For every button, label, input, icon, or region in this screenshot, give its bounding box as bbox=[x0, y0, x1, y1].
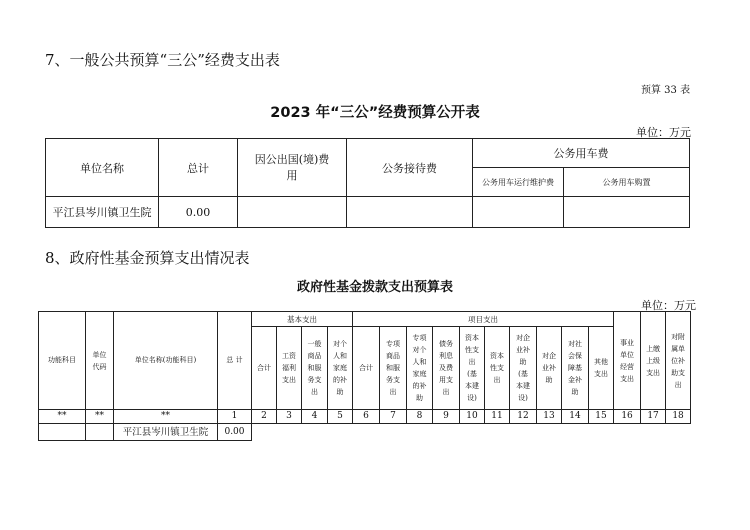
header-func: 功能科目 bbox=[39, 312, 86, 410]
header-public-unit: 事业单位经营支出 bbox=[614, 312, 641, 410]
cell-func bbox=[39, 424, 86, 441]
index-cell: 4 bbox=[302, 410, 328, 424]
header-proj-goods: 专项商品和服务支出 bbox=[380, 327, 407, 410]
header-goods: 一般商品和服务支出 bbox=[302, 327, 328, 410]
government-fund-table bbox=[38, 311, 691, 441]
index-cell: 7 bbox=[380, 410, 407, 424]
cell-vehicle-buy bbox=[564, 197, 690, 228]
index-cell: 14 bbox=[562, 410, 589, 424]
header-subsidiary: 对附属单位补助支出 bbox=[666, 312, 691, 410]
header-basic: 基本支出 bbox=[252, 312, 353, 327]
header-abroad: 因公出国(境)费用 bbox=[238, 139, 347, 197]
index-cell: 16 bbox=[614, 410, 641, 424]
cell-abroad bbox=[238, 197, 347, 228]
header-debt: 债务利息及费用支出 bbox=[433, 327, 460, 410]
header-capital: 资本性支出 bbox=[485, 327, 510, 410]
section7-table-title: 2023 年“三公”经费预算公开表 bbox=[270, 105, 480, 121]
header-other: 其他支出 bbox=[589, 327, 614, 410]
index-cell: ** bbox=[39, 410, 86, 424]
section8-table-title: 政府性基金拨款支出预算表 bbox=[296, 280, 453, 295]
section7-unit: 单位：万元 bbox=[636, 126, 691, 139]
header-wage: 工资福利支出 bbox=[277, 327, 302, 410]
header-reception: 公务接待费 bbox=[347, 139, 473, 197]
header-higher: 上缴上级支出 bbox=[641, 312, 666, 410]
cell-reception bbox=[347, 197, 473, 228]
index-cell: 1 bbox=[218, 410, 252, 424]
index-cell: 13 bbox=[537, 410, 562, 424]
index-cell: ** bbox=[114, 410, 218, 424]
index-row bbox=[39, 410, 691, 424]
cell-total: 0.00 bbox=[218, 424, 252, 441]
cell-unit-name: 平江县岑川镇卫生院 bbox=[46, 197, 159, 228]
index-cell: 17 bbox=[641, 410, 666, 424]
index-cell: 5 bbox=[328, 410, 353, 424]
header-vehicle: 公务用车费 bbox=[473, 139, 690, 168]
table-row bbox=[39, 424, 691, 441]
header-total: 总计 bbox=[159, 139, 238, 197]
cell-code bbox=[86, 424, 114, 441]
index-cell: 3 bbox=[277, 410, 302, 424]
index-cell: 15 bbox=[589, 410, 614, 424]
cell-total: 0.00 bbox=[159, 197, 238, 228]
header-total: 总 计 bbox=[218, 312, 252, 410]
index-cell: 8 bbox=[407, 410, 433, 424]
index-cell: 9 bbox=[433, 410, 460, 424]
index-cell: 10 bbox=[460, 410, 485, 424]
index-cell: ** bbox=[86, 410, 114, 424]
section7-heading: 7、一般公共预算“三公”经费支出表 bbox=[45, 51, 280, 69]
header-vehicle-buy: 公务用车购置 bbox=[564, 168, 690, 197]
header-enterprise-basic: 对企业补助(基本建设) bbox=[510, 327, 537, 410]
header-basic-sum: 合计 bbox=[252, 327, 277, 410]
header-capital-basic: 资本性支出(基本建设) bbox=[460, 327, 485, 410]
index-cell: 11 bbox=[485, 410, 510, 424]
index-cell: 2 bbox=[252, 410, 277, 424]
section8-heading: 8、政府性基金预算支出情况表 bbox=[45, 249, 250, 267]
header-name: 单位名称(功能科目) bbox=[114, 312, 218, 410]
cell-vehicle-run bbox=[473, 197, 564, 228]
section7-table-number: 预算 33 表 bbox=[641, 85, 691, 96]
section8-unit: 单位：万元 bbox=[641, 299, 696, 312]
header-project: 项目支出 bbox=[353, 312, 614, 327]
index-cell: 18 bbox=[666, 410, 691, 424]
three-public-expense-table bbox=[45, 138, 690, 228]
header-personal: 对个人和家庭的补助 bbox=[328, 327, 353, 410]
header-social: 对社会保障基金补助 bbox=[562, 327, 589, 410]
header-code: 单位代码 bbox=[86, 312, 114, 410]
table-row bbox=[46, 197, 690, 228]
index-cell: 6 bbox=[353, 410, 380, 424]
header-enterprise: 对企业补助 bbox=[537, 327, 562, 410]
cell-name: 平江县岑川镇卫生院 bbox=[114, 424, 218, 441]
header-vehicle-run: 公务用车运行维护费 bbox=[473, 168, 564, 197]
index-cell: 12 bbox=[510, 410, 537, 424]
header-proj-sum: 合计 bbox=[353, 327, 380, 410]
header-unit-name: 单位名称 bbox=[46, 139, 159, 197]
header-proj-personal: 专项对个人和家庭的补助 bbox=[407, 327, 433, 410]
